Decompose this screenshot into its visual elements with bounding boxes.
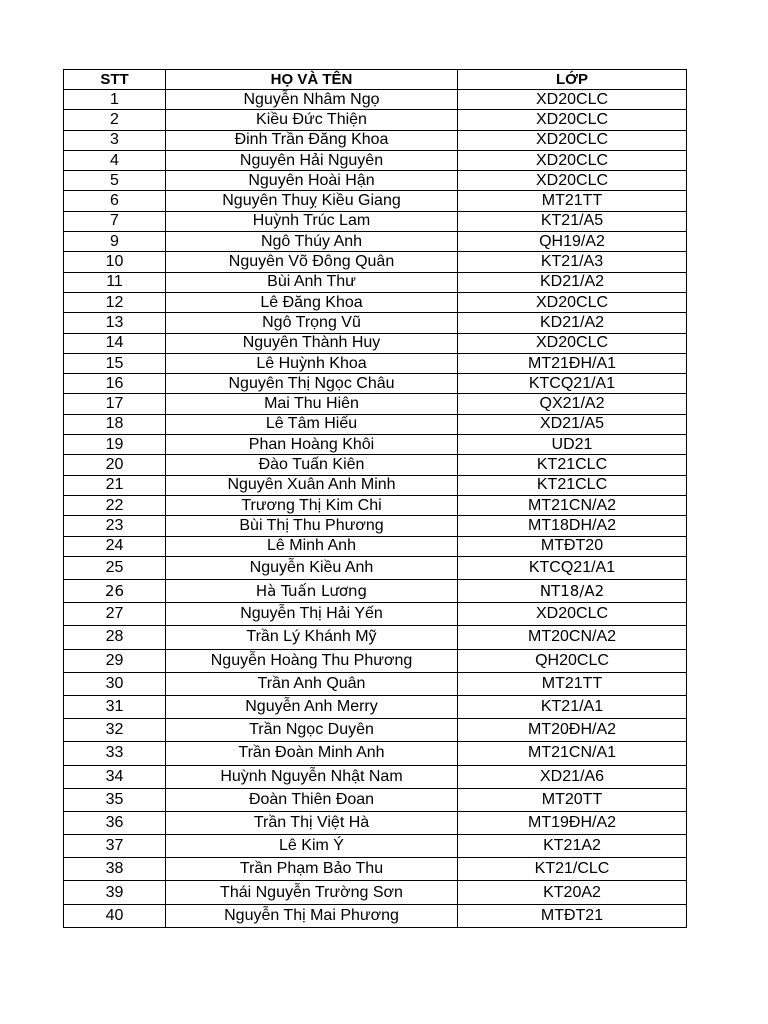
table-row — [64, 394, 687, 414]
cell-class: XD21/A6 — [458, 765, 687, 788]
cell-name: Trần Ngọc Duyên — [166, 719, 458, 742]
cell-stt: 9 — [64, 232, 166, 252]
cell-name: Nguyên Thành Huy — [166, 333, 458, 353]
cell-name: Đoàn Thiên Đoan — [166, 788, 458, 811]
cell-name: Trần Anh Quân — [166, 672, 458, 695]
cell-name: Bùi Thị Thu Phương — [166, 516, 458, 536]
table-row — [64, 626, 687, 649]
cell-class: MT19ĐH/A2 — [458, 811, 687, 834]
cell-name: Lê Kim Ý — [166, 835, 458, 858]
cell-name: Lê Đăng Khoa — [166, 292, 458, 312]
table-row — [64, 788, 687, 811]
cell-stt: 34 — [64, 765, 166, 788]
cell-stt: 13 — [64, 313, 166, 333]
table-row — [64, 353, 687, 373]
cell-stt: 3 — [64, 130, 166, 150]
cell-name: Nguyễn Thị Hải Yến — [166, 603, 458, 626]
cell-stt: 32 — [64, 719, 166, 742]
cell-name: Huỳnh Nguyễn Nhật Nam — [166, 765, 458, 788]
cell-name: Nguyễn Anh Merry — [166, 695, 458, 718]
table-row — [64, 858, 687, 881]
table-row — [64, 414, 687, 434]
cell-class: NT18/A2 — [458, 580, 687, 603]
table-row — [64, 765, 687, 788]
cell-name: Lê Tâm Hiếu — [166, 414, 458, 434]
cell-class: MT20CN/A2 — [458, 626, 687, 649]
cell-class: UD21 — [458, 435, 687, 455]
table-row — [64, 603, 687, 626]
table-row — [64, 150, 687, 170]
cell-stt: 26 — [64, 580, 166, 603]
cell-class: KD21/A2 — [458, 313, 687, 333]
cell-name: Bùi Anh Thư — [166, 272, 458, 292]
table-row — [64, 110, 687, 130]
cell-stt: 28 — [64, 626, 166, 649]
cell-stt: 27 — [64, 603, 166, 626]
cell-stt: 35 — [64, 788, 166, 811]
cell-stt: 31 — [64, 695, 166, 718]
table-row — [64, 90, 687, 110]
cell-class: KT21/CLC — [458, 858, 687, 881]
cell-class: XD20CLC — [458, 90, 687, 110]
cell-name: Nguyễn Thị Mai Phương — [166, 904, 458, 927]
header-name: HỌ VÀ TÊN — [166, 70, 458, 90]
cell-stt: 11 — [64, 272, 166, 292]
table-body — [64, 90, 687, 928]
cell-name: Hà Tuấn Lương — [166, 580, 458, 603]
cell-class: MT21TT — [458, 672, 687, 695]
table-row — [64, 495, 687, 515]
cell-class: KTCQ21/A1 — [458, 374, 687, 394]
cell-stt: 39 — [64, 881, 166, 904]
cell-stt: 14 — [64, 333, 166, 353]
cell-name: Đào Tuấn Kiên — [166, 455, 458, 475]
cell-stt: 36 — [64, 811, 166, 834]
cell-class: XD21/A5 — [458, 414, 687, 434]
cell-stt: 4 — [64, 150, 166, 170]
table-row — [64, 232, 687, 252]
table-row — [64, 695, 687, 718]
cell-name: Phan Hoàng Khôi — [166, 435, 458, 455]
cell-class: QX21/A2 — [458, 394, 687, 414]
table-row — [64, 811, 687, 834]
table-row — [64, 904, 687, 927]
cell-stt: 16 — [64, 374, 166, 394]
cell-stt: 7 — [64, 211, 166, 231]
cell-stt: 10 — [64, 252, 166, 272]
cell-class: XD20CLC — [458, 110, 687, 130]
table-row — [64, 292, 687, 312]
cell-name: Lê Minh Anh — [166, 536, 458, 556]
cell-class: QH19/A2 — [458, 232, 687, 252]
cell-stt: 37 — [64, 835, 166, 858]
table-row — [64, 313, 687, 333]
cell-stt: 18 — [64, 414, 166, 434]
table-row — [64, 374, 687, 394]
cell-class: MT21CN/A1 — [458, 742, 687, 765]
cell-name: Đinh Trần Đăng Khoa — [166, 130, 458, 150]
cell-class: KT21CLC — [458, 475, 687, 495]
table-row — [64, 455, 687, 475]
cell-stt: 20 — [64, 455, 166, 475]
cell-stt: 40 — [64, 904, 166, 927]
cell-stt: 23 — [64, 516, 166, 536]
table-row — [64, 475, 687, 495]
table-row — [64, 252, 687, 272]
header-class: LỚP — [458, 70, 687, 90]
cell-class: KT21/A5 — [458, 211, 687, 231]
cell-stt: 22 — [64, 495, 166, 515]
cell-class: MT21ĐH/A1 — [458, 353, 687, 373]
table-row — [64, 742, 687, 765]
table-row — [64, 649, 687, 672]
table-row — [64, 536, 687, 556]
cell-class: XD20CLC — [458, 130, 687, 150]
cell-class: KTCQ21/A1 — [458, 556, 687, 579]
cell-class: MTĐT20 — [458, 536, 687, 556]
cell-class: KT21A2 — [458, 835, 687, 858]
cell-class: KD21/A2 — [458, 272, 687, 292]
cell-name: Mai Thu Hiên — [166, 394, 458, 414]
table-header-row — [64, 70, 687, 90]
table-row — [64, 580, 687, 603]
cell-stt: 12 — [64, 292, 166, 312]
cell-name: Trần Lý Khánh Mỹ — [166, 626, 458, 649]
cell-class: XD20CLC — [458, 150, 687, 170]
cell-name: Trần Phạm Bảo Thu — [166, 858, 458, 881]
cell-name: Kiều Đức Thiện — [166, 110, 458, 130]
cell-name: Nguyễn Nhâm Ngọ — [166, 90, 458, 110]
cell-stt: 24 — [64, 536, 166, 556]
cell-class: QH20CLC — [458, 649, 687, 672]
cell-stt: 17 — [64, 394, 166, 414]
cell-stt: 38 — [64, 858, 166, 881]
cell-name: Nguyên Võ Đông Quân — [166, 252, 458, 272]
table-row — [64, 719, 687, 742]
cell-name: Nguyên Hoài Hận — [166, 171, 458, 191]
cell-name: Nguyên Thuỵ Kiều Giang — [166, 191, 458, 211]
cell-class: KT21CLC — [458, 455, 687, 475]
cell-stt: 6 — [64, 191, 166, 211]
table-row — [64, 171, 687, 191]
cell-stt: 33 — [64, 742, 166, 765]
cell-class: MT20ĐH/A2 — [458, 719, 687, 742]
cell-class: XD20CLC — [458, 292, 687, 312]
cell-name: Nguyên Thị Ngọc Châu — [166, 374, 458, 394]
table-row — [64, 130, 687, 150]
cell-stt: 19 — [64, 435, 166, 455]
table-row — [64, 516, 687, 536]
table-row — [64, 835, 687, 858]
cell-stt: 2 — [64, 110, 166, 130]
table-row — [64, 672, 687, 695]
cell-name: Trương Thị Kim Chi — [166, 495, 458, 515]
cell-class: XD20CLC — [458, 603, 687, 626]
cell-name: Nguyễn Hoàng Thu Phương — [166, 649, 458, 672]
cell-name: Nguyên Xuân Anh Minh — [166, 475, 458, 495]
cell-class: XD20CLC — [458, 171, 687, 191]
table-row — [64, 191, 687, 211]
cell-class: MT20TT — [458, 788, 687, 811]
cell-name: Trần Đoàn Minh Anh — [166, 742, 458, 765]
cell-stt: 1 — [64, 90, 166, 110]
cell-class: MT18DH/A2 — [458, 516, 687, 536]
table-row — [64, 272, 687, 292]
cell-stt: 21 — [64, 475, 166, 495]
cell-stt: 5 — [64, 171, 166, 191]
cell-stt: 25 — [64, 556, 166, 579]
cell-class: MT21TT — [458, 191, 687, 211]
cell-name: Nguyên Hải Nguyên — [166, 150, 458, 170]
cell-class: XD20CLC — [458, 333, 687, 353]
table-row — [64, 556, 687, 579]
cell-name: Ngô Trọng Vũ — [166, 313, 458, 333]
cell-name: Thái Nguyễn Trường Sơn — [166, 881, 458, 904]
table-row — [64, 333, 687, 353]
cell-class: KT21/A3 — [458, 252, 687, 272]
cell-name: Ngô Thúy Anh — [166, 232, 458, 252]
cell-name: Lê Huỳnh Khoa — [166, 353, 458, 373]
table-row — [64, 211, 687, 231]
cell-name: Huỳnh Trúc Lam — [166, 211, 458, 231]
cell-stt: 29 — [64, 649, 166, 672]
cell-stt: 30 — [64, 672, 166, 695]
cell-name: Nguyễn Kiều Anh — [166, 556, 458, 579]
cell-class: KT20A2 — [458, 881, 687, 904]
cell-stt: 15 — [64, 353, 166, 373]
header-stt: STT — [64, 70, 166, 90]
cell-class: MT21CN/A2 — [458, 495, 687, 515]
cell-name: Trần Thị Việt Hà — [166, 811, 458, 834]
table-row — [64, 435, 687, 455]
student-table — [63, 69, 687, 928]
cell-class: KT21/A1 — [458, 695, 687, 718]
table-row — [64, 881, 687, 904]
cell-class: MTĐT21 — [458, 904, 687, 927]
